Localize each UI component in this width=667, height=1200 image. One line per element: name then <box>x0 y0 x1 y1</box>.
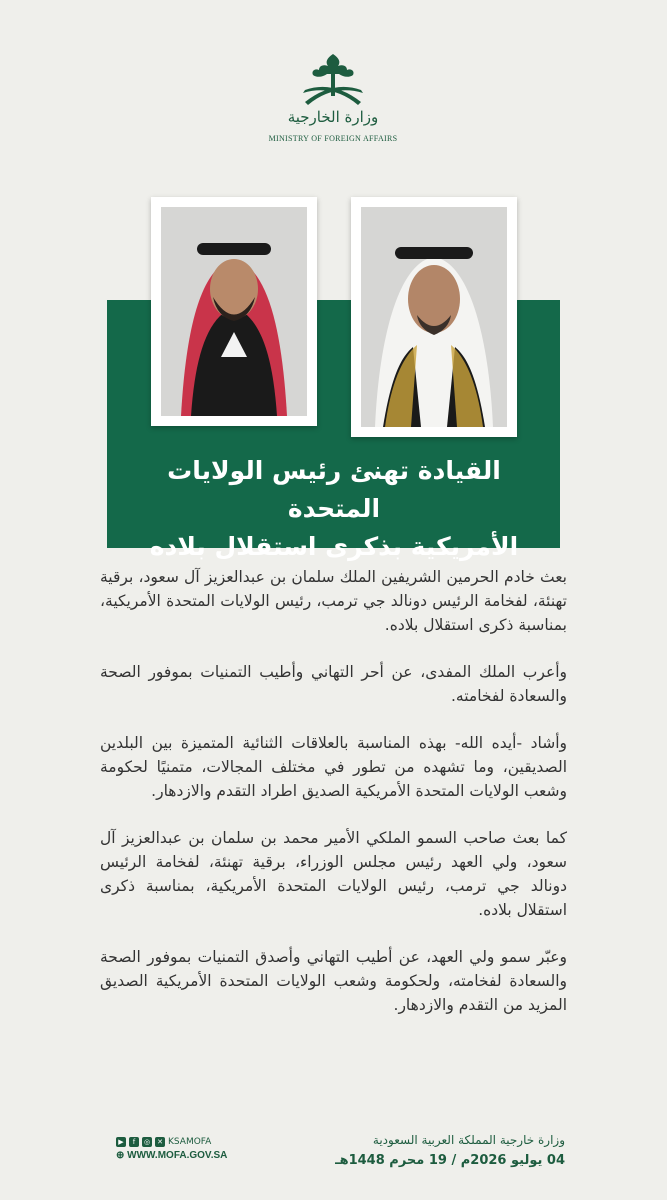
x-icon[interactable]: ✕ <box>155 1137 165 1147</box>
footer-ministry: وزارة خارجية المملكة العربية السعودية <box>372 1133 565 1147</box>
footer-info <box>330 1133 565 1168</box>
crown-prince-photo <box>161 207 307 416</box>
website-text: WWW.MOFA.GOV.SA <box>127 1150 228 1161</box>
saudi-emblem-icon <box>283 50 383 110</box>
website-link[interactable] <box>116 1150 296 1161</box>
paragraph-1: بعث خادم الحرمين الشريفين الملك سلمان بن عبدالعزيز آل سعود، برقية تهنئة، لفخامة الرئيس دونالد جي ترمب، رئيس الولايات المتحدة الأمريكية، بمناسبة ذكرى استقلال بلاده. <box>100 568 567 634</box>
article-body <box>100 565 567 1040</box>
facebook-icon[interactable]: f <box>129 1137 139 1147</box>
paragraph-4: كما بعث صاحب السمو الملكي الأمير محمد بن سلمان بن عبدالعزيز آل سعود، ولي العهد رئيس مجلس الوزراء، برقية تهنئة، لفخامة الرئيس دونالد جي ترمب، رئيس الولايات المتحدة الأمريكية، بمناسبة ذكرى استقلال بلاده. <box>100 829 567 919</box>
globe-icon: ⊕ <box>116 1150 125 1161</box>
youtube-icon[interactable]: ▶ <box>116 1137 126 1147</box>
headline-line-1: القيادة تهنئ رئيس الولايات المتحدة <box>167 456 501 523</box>
headline-line-2: الأمريكية بذكرى استقلال بلاده <box>149 532 519 561</box>
ministry-name-english: MINISTRY OF FOREIGN AFFAIRS <box>268 134 398 143</box>
paragraph-5: وعبّر سمو ولي العهد، عن أطيب التهاني وأصدق التمنيات بموفور الصحة والسعادة لفخامته، ولحكومة وشعب الولايات المتحدة الأمريكية الصديق المزيد من التقدم والازدهار. <box>100 948 567 1014</box>
paragraph-3: وأشاد -أيده الله- بهذه المناسبة بالعلاقات الثنائية المتميزة بين البلدين الصديقين، وما تشهده من تطور في مختلف المجالات، متمنيًا لحكومة وشعب الولايات المتحدة الأمريكية الصديق اطراد التقدم والازدهار. <box>100 734 567 800</box>
footer-date: 04 يوليو 2026م / 19 محرم 1448هـ <box>335 1153 565 1168</box>
paragraph-2: وأعرب الملك المفدى، عن أحر التهاني وأطيب التمنيات بموفور الصحة والسعادة لفخامته. <box>100 663 567 705</box>
crown-prince-photo-frame <box>151 197 317 426</box>
ministry-name-arabic: وزارة الخارجية <box>287 108 379 126</box>
headline <box>118 452 550 566</box>
footer-links <box>116 1137 296 1161</box>
social-handle[interactable]: KSAMOFA <box>168 1137 212 1147</box>
instagram-icon[interactable]: ◎ <box>143 1138 151 1146</box>
social-links <box>116 1137 296 1147</box>
king-photo <box>361 207 507 427</box>
king-photo-frame <box>351 197 517 437</box>
